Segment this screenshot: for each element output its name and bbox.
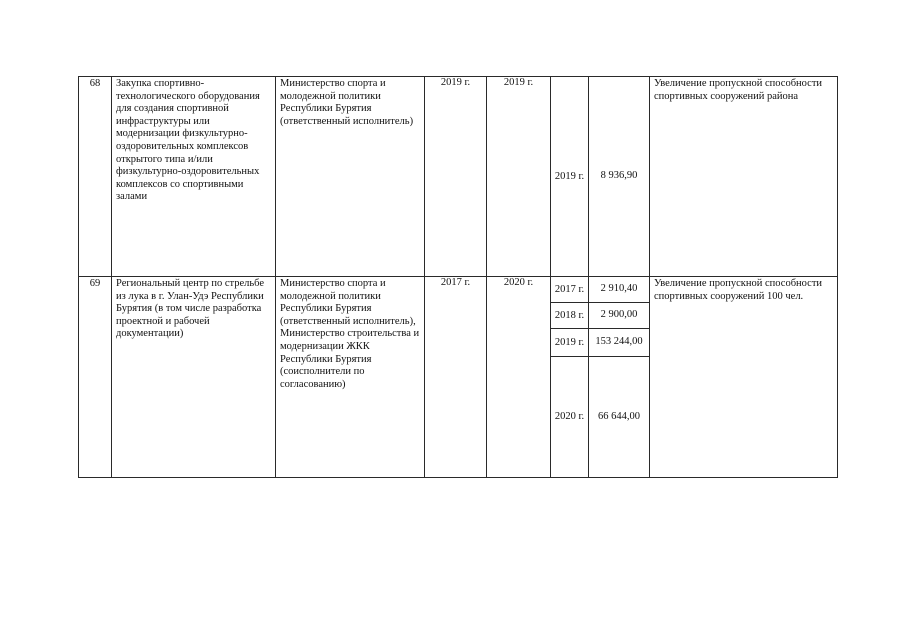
funding-amount: 2 910,40 <box>600 283 638 295</box>
funding-year: 2018 г. <box>551 303 589 328</box>
end-year-cell <box>487 277 551 478</box>
start-year-cell <box>425 77 487 277</box>
funding-amount: 2 900,00 <box>600 309 638 321</box>
responsible-executor: Министерство спорта и молодежной политики Республики Бурятия (ответственный исполнитель) <box>280 78 414 127</box>
row-number-cell <box>79 77 112 277</box>
funding-row <box>551 277 649 303</box>
expected-result-cell <box>650 277 838 478</box>
funding-amount: 8 936,90 <box>600 170 638 182</box>
funding-subgrid <box>551 277 649 477</box>
start-year: 2019 г. <box>440 77 471 88</box>
funding-row <box>551 303 649 329</box>
funding-year: 2020 г. <box>551 357 589 477</box>
funding-year: 2019 г. <box>551 329 589 356</box>
expected-result: Увеличение пропускной способности спортивных сооружений 100 чел. <box>654 278 823 302</box>
table-row <box>79 77 838 277</box>
row-number: 68 <box>89 78 101 89</box>
responsible-cell <box>276 277 425 478</box>
start-year: 2017 г. <box>440 277 471 288</box>
end-year: 2019 г. <box>503 77 534 88</box>
funding-amount: 66 644,00 <box>598 410 640 422</box>
measure-name: Региональный центр по стрельбе из лука в г. Улан-Удэ Республики Бурятия (в том числе разработка проектной и рабочей документации) <box>116 278 265 340</box>
row-number-cell <box>79 277 112 478</box>
measure-name-cell <box>112 77 276 277</box>
end-year-cell <box>487 77 551 277</box>
expected-result-cell <box>650 77 838 277</box>
responsible-executor: Министерство спорта и молодежной политики Республики Бурятия (ответственный исполнитель), Министерство строительства и модернизации ЖКК Республики Бурятия (соисполнители по согласованию) <box>280 278 420 390</box>
end-year: 2020 г. <box>503 277 534 288</box>
start-year-cell <box>425 277 487 478</box>
funding-row <box>551 357 649 477</box>
funding-year: 2017 г. <box>551 277 589 302</box>
funding-amount: 153 244,00 <box>595 336 643 348</box>
funding-cell <box>551 77 650 277</box>
row-number: 69 <box>89 278 101 289</box>
funding-cell <box>551 277 650 478</box>
measure-name-cell <box>112 277 276 478</box>
table-row <box>79 277 838 478</box>
responsible-cell <box>276 77 425 277</box>
program-table <box>78 76 838 478</box>
expected-result: Увеличение пропускной способности спортивных сооружений района <box>654 78 823 102</box>
funding-year: 2019 г. <box>551 77 589 276</box>
funding-row <box>551 329 649 357</box>
measure-name: Закупка спортивно-технологического оборудования для создания спортивной инфраструктуры или модернизации физкультурно-оздоровительных комплексов открытого типа и/или физкультурно-оздоровительных комплексов со спортивными залами <box>116 78 260 203</box>
funding-subgrid <box>551 77 649 276</box>
